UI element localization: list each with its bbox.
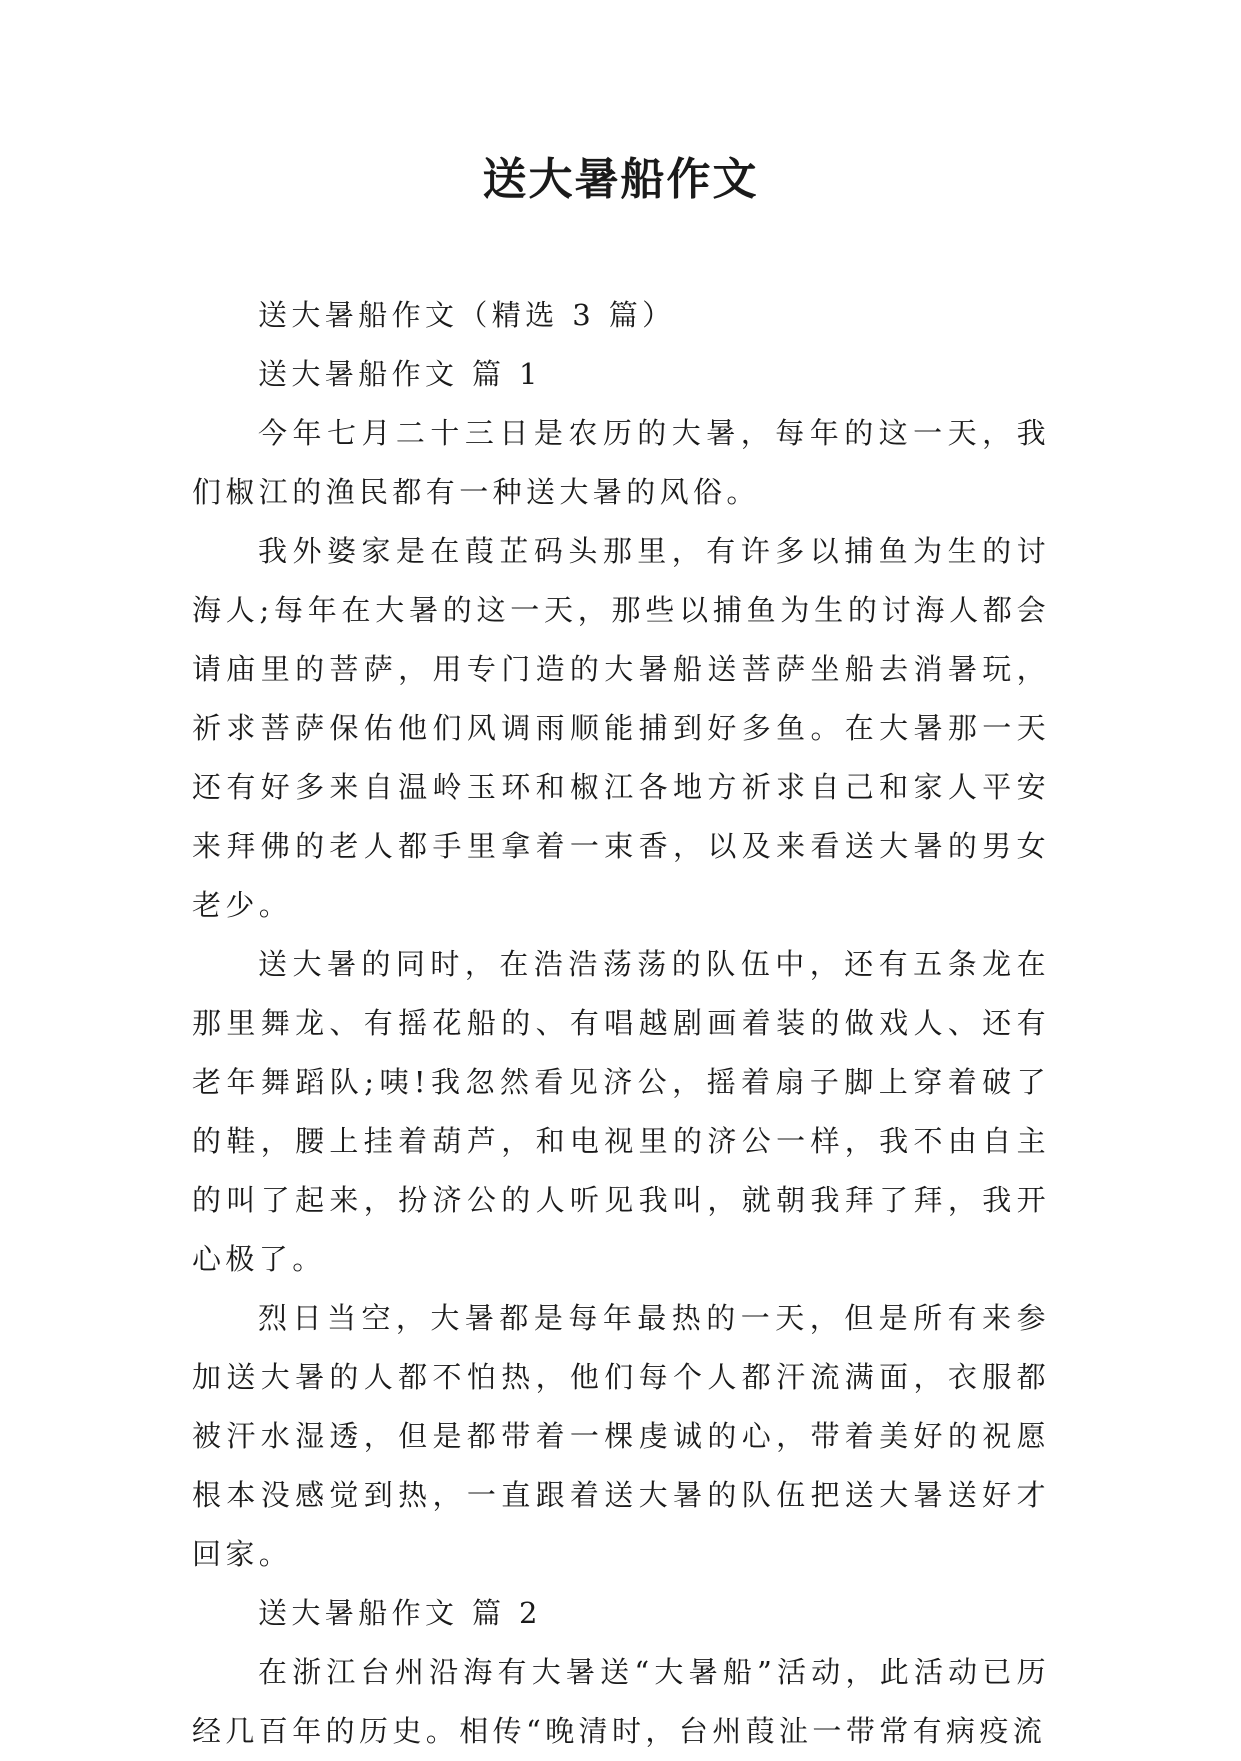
subtitle-paragraph: 送大暑船作文（精选 3 篇） [258, 298, 676, 332]
document-body [192, 286, 1050, 1761]
document-title: 送大暑船作文 [482, 154, 759, 205]
body-paragraph: 烈日当空，大暑都是每年最热的一天，但是所有来参加送大暑的人都不怕热，他们每个人都汗流满面，衣服都被汗水湿透，但是都带着一棵虔诚的心，带着美好的祝愿根本没感觉到热，一直跟着送大暑的队伍把送大暑送好才回家。 [192, 1301, 1050, 1571]
section-heading-1: 送大暑船作文 篇 1 [258, 357, 542, 391]
body-paragraph: 我外婆家是在葭芷码头那里，有许多以捕鱼为生的讨海人;每年在大暑的这一天，那些以捕鱼为生的讨海人都会请庙里的菩萨，用专门造的大暑船送菩萨坐船去消暑玩，祈求菩萨保佑他们风调雨顺能捕到好多鱼。在大暑那一天还有好多来自温岭玉环和椒江各地方祈求自己和家人平安来拜佛的老人都手里拿着一束香，以及来看送大暑的男女老少。 [192, 534, 1050, 922]
section-heading-2: 送大暑船作文 篇 2 [258, 1596, 542, 1630]
body-paragraph: 在浙江台州沿海有大暑送“大暑船”活动，此活动已历经几百年的历史。相传“晚清时，台州葭沚一带常有病疫流 [192, 1655, 1050, 1748]
body-paragraph: 送大暑的同时，在浩浩荡荡的队伍中，还有五条龙在那里舞龙、有摇花船的、有唱越剧画着装的做戏人、还有老年舞蹈队;咦!我忽然看见济公，摇着扇子脚上穿着破了的鞋，腰上挂着葫芦，和电视里的济公一样，我不由自主的叫了起来，扮济公的人听见我叫，就朝我拜了拜，我开心极了。 [192, 947, 1050, 1276]
body-paragraph: 今年七月二十三日是农历的大暑，每年的这一天，我们椒江的渔民都有一种送大暑的风俗。 [192, 416, 1050, 509]
